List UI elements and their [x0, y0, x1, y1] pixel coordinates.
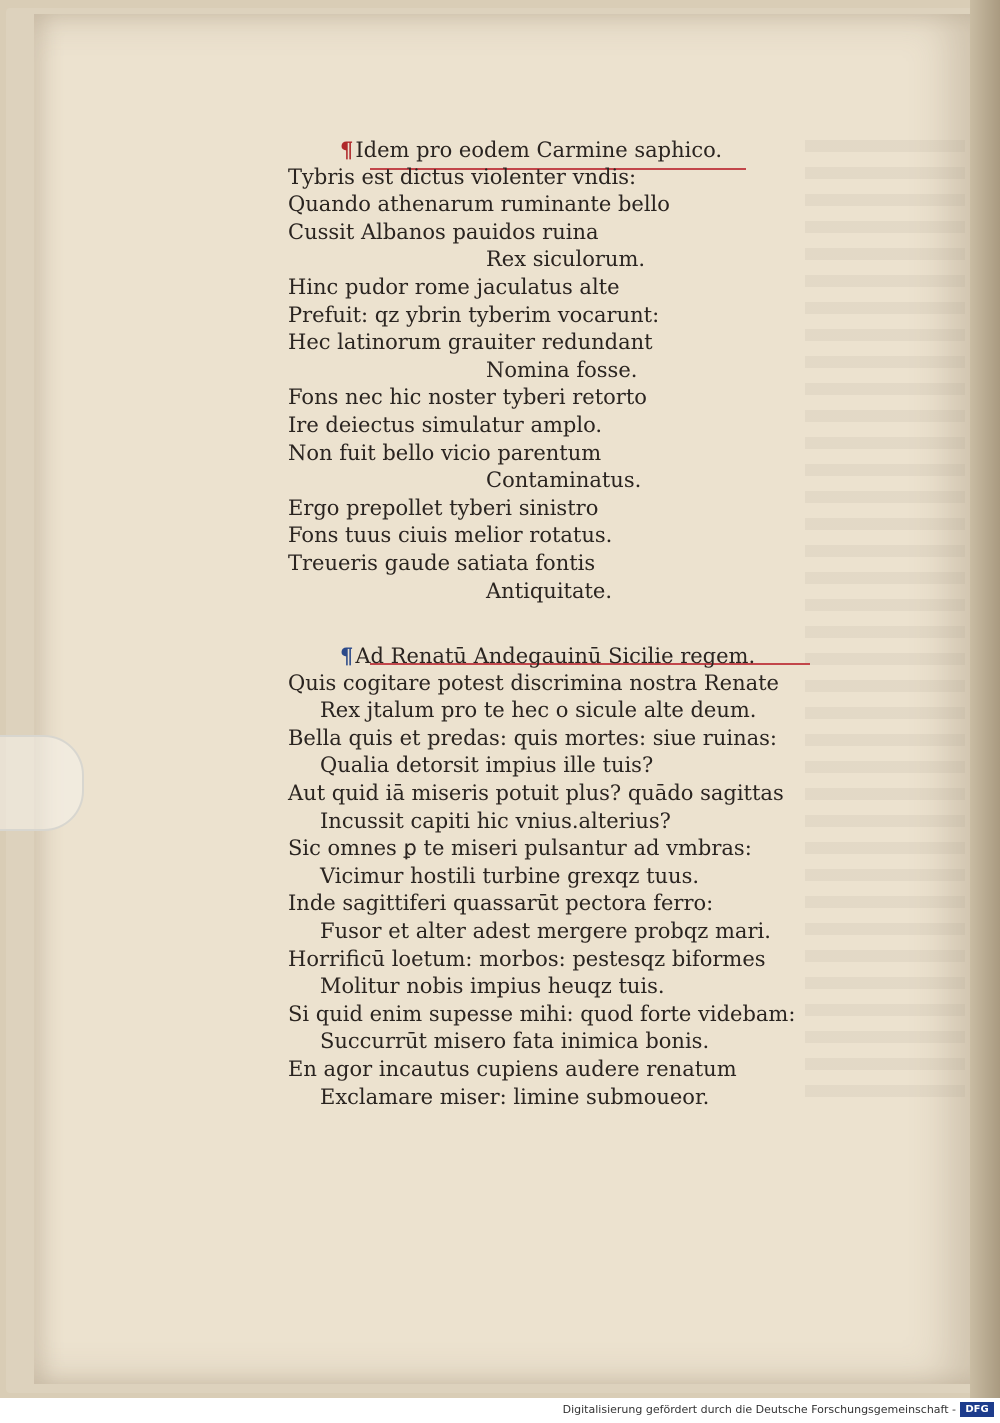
verse-line: Molitur nobis impius heuqz tuis. [320, 974, 665, 999]
poem-heading: ¶Ad Renatū Andegauinū Sicilie regem. [340, 643, 756, 669]
verse-line: Contaminatus. [486, 468, 642, 493]
verse-line: Ergo prepollet tyberi sinistro [288, 495, 599, 520]
verse-line: Incussit capiti hic vnius.alterius? [320, 808, 671, 833]
pilcrow-icon: ¶ [340, 643, 354, 669]
verse-line: Quis cogitare potest discrimina nostra Renate [288, 670, 779, 695]
verse-line: Non fuit bello vicio parentum [288, 440, 602, 465]
verse-line: Tybris est dictus violenter vndis: [288, 164, 637, 189]
pilcrow-icon: ¶ [340, 137, 354, 162]
dfg-logo: DFG [960, 1402, 994, 1417]
verse-line: Prefuit: qz ybrin tyberim vocarunt: [288, 302, 660, 327]
verse-line: Bella quis et predas: quis mortes: siue ruinas: [288, 725, 777, 750]
verse-line: En agor incautus cupiens audere renatum [288, 1057, 737, 1081]
verse-line: Aut quid iā miseris potuit plus? quādo sagittas [288, 781, 784, 806]
book-edge [970, 0, 1000, 1398]
verse-line: Rex jtalum pro te hec o sicule alte deum. [320, 698, 757, 723]
poem-heading: ¶Idem pro eodem Carmine saphico. [340, 137, 723, 162]
verse-line: Treueris gaude satiata fontis [288, 550, 596, 575]
verse-line: Quando athenarum ruminante bello [288, 192, 670, 217]
verse-line: Cussit Albanos pauidos ruina [288, 219, 599, 244]
verse-line: Nomina fosse. [486, 357, 638, 382]
verse-line: Horrificū loetum: morbos: pestesqz biformes [288, 946, 766, 971]
text-block [288, 136, 818, 1111]
verse-line: Vicimur hostili turbine grexqz tuus. [320, 863, 700, 888]
verse-line: Hec latinorum grauiter redundant [288, 330, 653, 355]
verse-line: Fons tuus ciuis melior rotatus. [288, 523, 613, 548]
verse-line: Fusor et alter adest mergere probqz mari. [320, 919, 771, 944]
verse-line: Fons nec hic noster tyberi retorto [288, 385, 647, 410]
verse-line: Exclamare miser: limine submoueor. [320, 1084, 710, 1109]
verse-line: Si quid enim supesse mihi: quod forte videbam: [288, 1001, 796, 1026]
verse-line: Qualia detorsit impius ille tuis? [320, 753, 654, 778]
verse-line: Succurrūt misero fata inimica bonis. [320, 1029, 710, 1054]
page-tab [0, 735, 84, 831]
verse-line: Rex siculorum. [486, 247, 646, 272]
verse-line: Hinc pudor rome jaculatus alte [288, 274, 620, 299]
verse-line: Inde sagittiferi quassarūt pectora ferro: [288, 891, 714, 916]
footer-bar [0, 1398, 1000, 1423]
verse-line: Antiquitate. [486, 578, 613, 603]
funding-credit: Digitalisierung gefördert durch die Deutsche Forschungsgemeinschaft - [562, 1403, 956, 1416]
show-through-text [805, 140, 965, 1100]
verse-line: Ire deiectus simulatur amplo. [288, 412, 603, 437]
verse-line: Sic omnes ꝑ te miseri pulsantur ad vmbras: [288, 836, 752, 861]
